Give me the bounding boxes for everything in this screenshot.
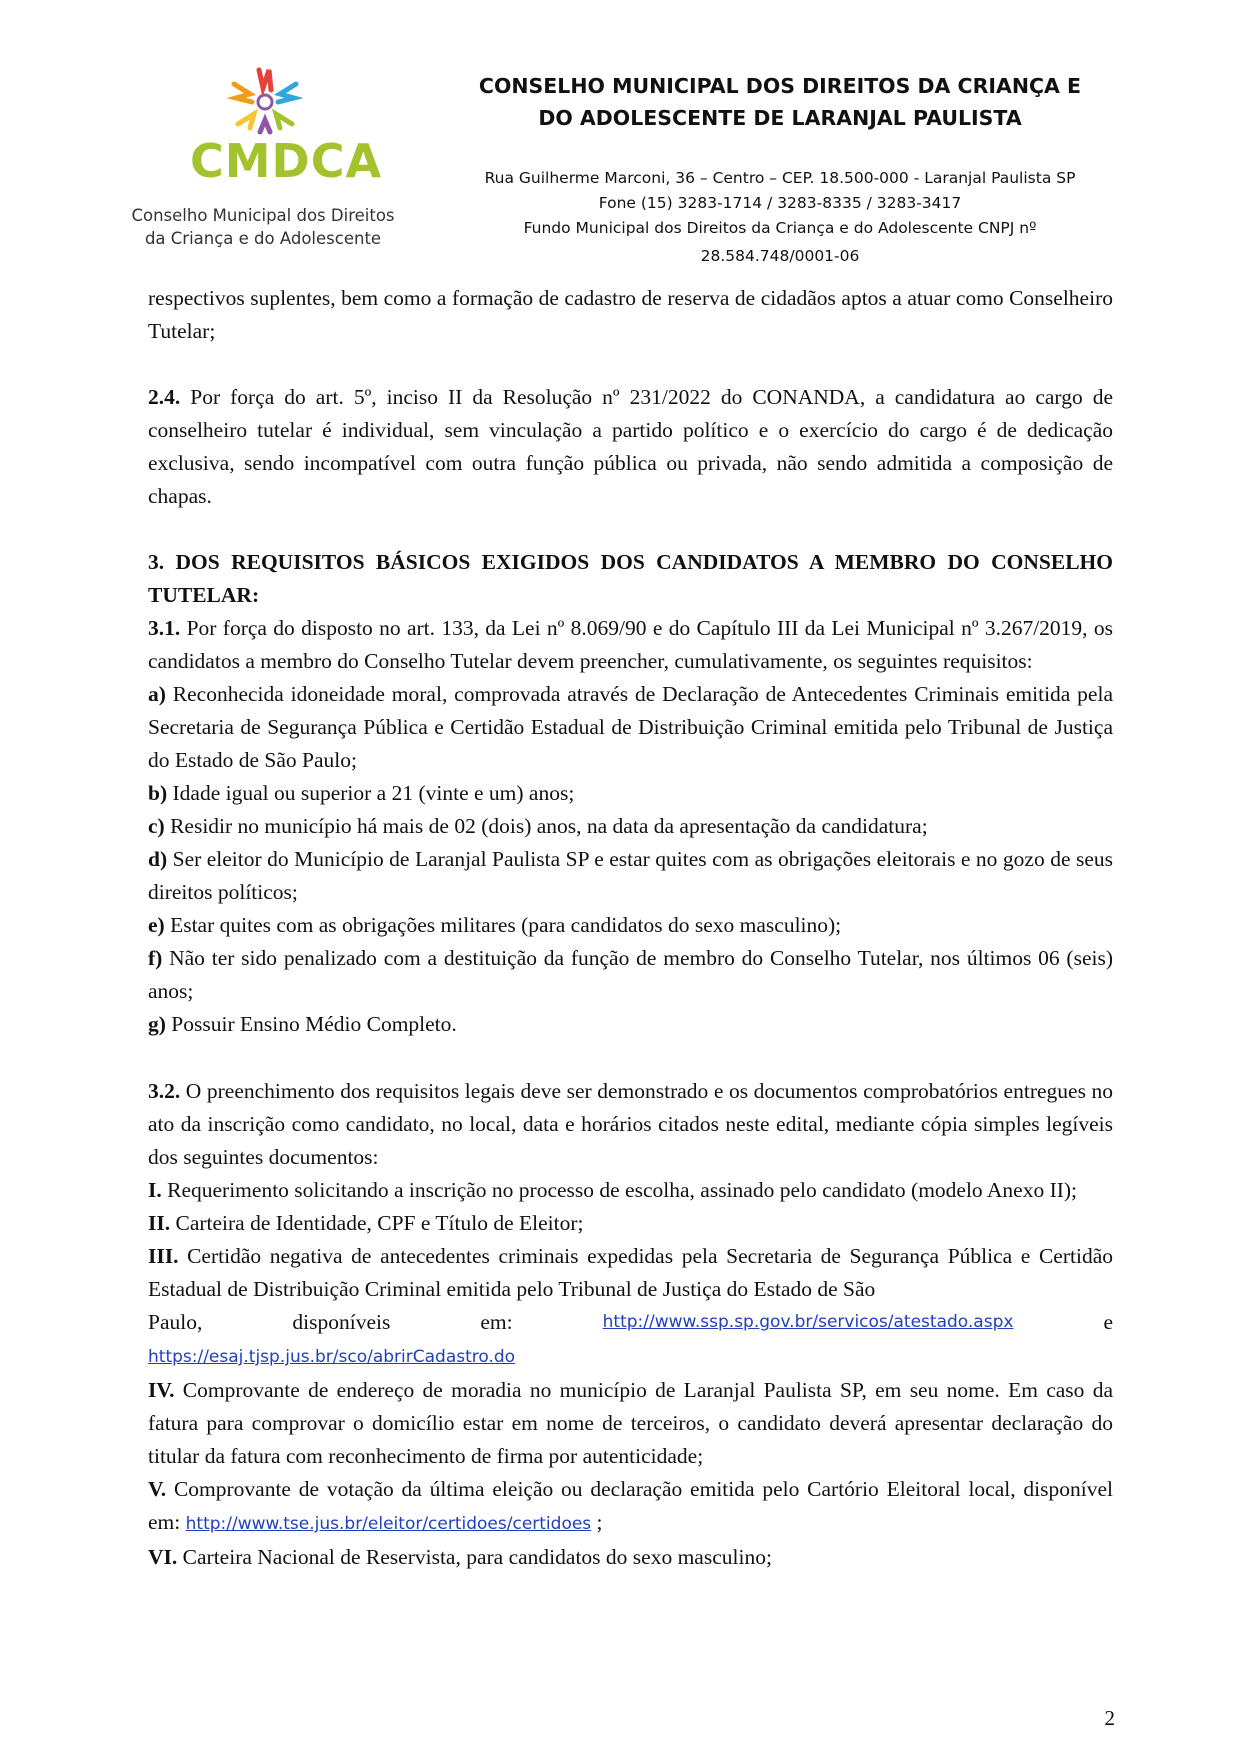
org-fund: Fundo Municipal dos Direitos da Criança e do Adolescente CNPJ nº (523, 219, 1037, 237)
item-label: VI. (148, 1545, 178, 1569)
tse-certidoes-link[interactable]: http://www.tse.jus.br/eleitor/certidoes/certidoes (185, 1514, 592, 1534)
document-item-ii (148, 1207, 1113, 1240)
clause-label: 3.2. (148, 1079, 181, 1103)
item-text: Carteira Nacional de Reservista, para candidatos do sexo masculino; (177, 1545, 772, 1569)
requirement-f (148, 942, 1113, 1008)
word: disponíveis (292, 1310, 391, 1334)
logo-wordmark: CMDCA (190, 134, 383, 188)
organization-title (430, 70, 1130, 134)
item-label: I. (148, 1178, 162, 1202)
logo-subtitle (128, 204, 398, 250)
org-address: Rua Guilherme Marconi, 36 – Centro – CEP. 18.500-000 - Laranjal Paulista SP (484, 169, 1076, 187)
item-text: Possuir Ensino Médio Completo. (165, 1012, 457, 1036)
document-item-iii-link2-line (148, 1339, 1113, 1374)
section-3-title: 3. DOS REQUISITOS BÁSICOS EXIGIDOS DOS CANDIDATOS A MEMBRO DO CONSELHO TUTELAR: (148, 550, 1113, 607)
item-text: Requerimento solicitando a inscrição no processo de escolha, assinado pelo candidato (modelo Anexo II); (161, 1178, 1078, 1202)
clause-text: Por força do art. 5º, inciso II da Resolução nº 231/2022 do CONANDA, a candidatura ao cargo de conselheiro tutelar é individual, sem vinculação a partido político e o exercício do cargo é de dedicação exclusiva, sendo incompatível com outra função pública ou privada, não sendo admitida a composição de chapas. (148, 385, 1113, 508)
item-text: Residir no município há mais de 02 (dois) anos, na data da apresentação da candidatura; (164, 814, 928, 838)
org-title-line1: CONSELHO MUNICIPAL DOS DIREITOS DA CRIANÇA E (478, 74, 1082, 98)
item-text: Estar quites com as obrigações militares (para candidatos do sexo masculino); (164, 913, 842, 937)
paragraph-2-4 (148, 381, 1113, 513)
clause-text: O preenchimento dos requisitos legais deve ser demonstrado e os documentos comprobatórios entregues no ato da inscrição como candidato, no local, data e horários citados neste edital, mediante cópia simples legíveis dos seguintes documentos: (148, 1079, 1113, 1169)
item-label: c) (148, 814, 165, 838)
requirement-g (148, 1008, 1113, 1041)
requirement-e (148, 909, 1113, 942)
ssp-atestado-link[interactable]: http://www.ssp.sp.gov.br/servicos/atestado.aspx (602, 1312, 1014, 1332)
item-label: II. (148, 1211, 171, 1235)
item-text: Ser eleitor do Município de Laranjal Paulista SP e estar quites com as obrigações eleitorais e no gozo de seus direitos políticos; (148, 847, 1113, 904)
word: e (1103, 1310, 1113, 1334)
item-text: Comprovante de votação da última eleição ou declaração emitida pelo Cartório Eleitoral local, disponível em: (148, 1477, 1113, 1534)
document-item-v (148, 1473, 1113, 1541)
paragraph-3-1 (148, 612, 1113, 678)
item-text-end: ; (591, 1510, 603, 1534)
page-number: 2 (1104, 1706, 1115, 1730)
esaj-cadastro-link[interactable]: https://esaj.tjsp.jus.br/sco/abrirCadastro.do (148, 1347, 516, 1367)
document-item-iii-links-line (148, 1306, 1113, 1339)
logo-subtitle-line1: Conselho Municipal dos Direitos (131, 206, 395, 225)
item-text: Idade igual ou superior a 21 (vinte e um) anos; (167, 781, 575, 805)
document-item-iv (148, 1374, 1113, 1473)
org-cnpj: 28.584.748/0001-06 (700, 247, 860, 265)
org-phone: Fone (15) 3283-1714 / 3283-8335 / 3283-3417 (598, 194, 962, 212)
item-label: IV. (148, 1378, 175, 1402)
requirement-d (148, 843, 1113, 909)
document-item-vi (148, 1541, 1113, 1574)
clause-label: 2.4. (148, 385, 181, 409)
item-label: V. (148, 1477, 167, 1501)
requirement-c (148, 810, 1113, 843)
item-label: b) (148, 781, 168, 805)
item-text: Não ter sido penalizado com a destituição da função de membro do Conselho Tutelar, nos últimos 06 (seis) anos; (148, 946, 1113, 1003)
organization-contact (430, 166, 1130, 269)
requirement-a (148, 678, 1113, 777)
item-label: a) (148, 682, 166, 706)
document-item-i (148, 1174, 1113, 1207)
clause-text: Por força do disposto no art. 133, da Lei nº 8.069/90 e do Capítulo III da Lei Municipal nº 3.267/2019, os candidatos a membro do Conselho Tutelar devem preencher, cumulativamente, os seguintes requisitos: (148, 616, 1113, 673)
paragraph-intro: respectivos suplentes, bem como a formação de cadastro de reserva de cidadãos aptos a atuar como Conselheiro Tutelar; (148, 286, 1113, 343)
logo-subtitle-line2: da Criança e do Adolescente (144, 229, 382, 248)
paragraph-3-2 (148, 1075, 1113, 1174)
clause-label: 3.1. (148, 616, 181, 640)
item-text: Certidão negativa de antecedentes criminais expedidas pela Secretaria de Segurança Pública e Certidão Estadual de Distribuição Criminal emitida pelo Tribunal de Justiça do Estado de São (148, 1244, 1113, 1301)
item-text: Comprovante de endereço de moradia no município de Laranjal Paulista SP, em seu nome. Em caso da fatura para comprovar o domicílio estar em nome de terceiros, o candidato deverá apresentar declaração do titular da fatura com reconhecimento de firma por autenticidade; (148, 1378, 1113, 1468)
item-label: f) (148, 946, 163, 970)
item-label: g) (148, 1012, 166, 1036)
requirement-b (148, 777, 1113, 810)
item-label: III. (148, 1244, 179, 1268)
document-item-iii (148, 1240, 1113, 1306)
cmdca-logo (128, 62, 398, 252)
document-body (148, 282, 1113, 1574)
item-label: d) (148, 847, 168, 871)
word: Paulo, (148, 1310, 203, 1334)
item-text: Carteira de Identidade, CPF e Título de Eleitor; (170, 1211, 584, 1235)
hands-logo-icon (226, 66, 304, 136)
org-title-line2: DO ADOLESCENTE DE LARANJAL PAULISTA (538, 106, 1022, 130)
item-text: Reconhecida idoneidade moral, comprovada através de Declaração de Antecedentes Criminais emitida pela Secretaria de Segurança Pública e Certidão Estadual de Distribuição Criminal emitida pelo Tribunal de Justiça do Estado de São Paulo; (148, 682, 1113, 772)
item-label: e) (148, 913, 165, 937)
word: em: (480, 1310, 513, 1334)
